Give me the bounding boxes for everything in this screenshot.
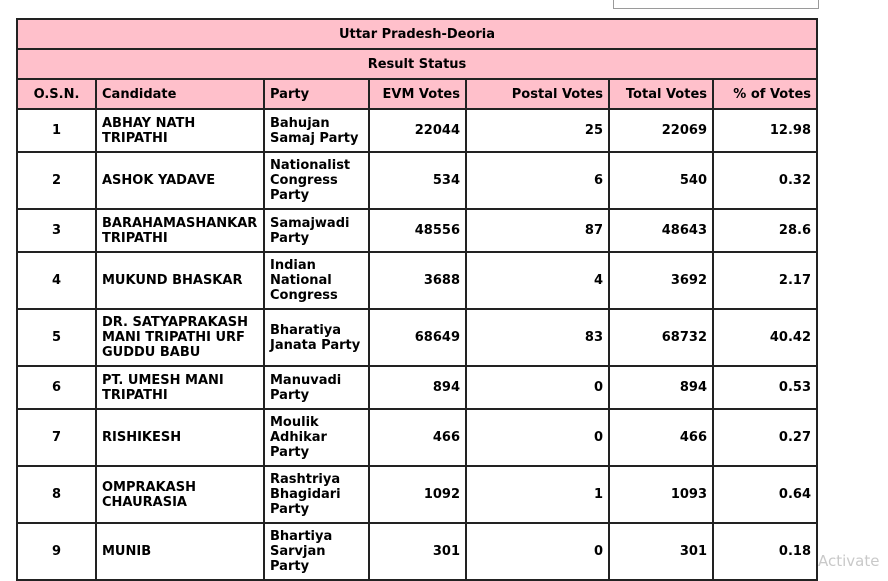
results-table xyxy=(16,18,818,581)
cell-postal-votes: 0 xyxy=(466,523,609,580)
cell-party: Rashtriya Bhagidari Party xyxy=(264,466,369,523)
cell-total-votes: 22069 xyxy=(609,109,713,152)
cell-osn: 9 xyxy=(17,523,96,580)
cell-postal-votes: 1 xyxy=(466,466,609,523)
title-row xyxy=(17,19,817,49)
result-status-title: Result Status xyxy=(17,49,817,79)
cell-postal-votes: 0 xyxy=(466,366,609,409)
table-row xyxy=(17,209,817,252)
cell-total-votes: 466 xyxy=(609,409,713,466)
table-row xyxy=(17,109,817,152)
cell-candidate: MUKUND BHASKAR xyxy=(96,252,264,309)
cell-percent-votes: 12.98 xyxy=(713,109,817,152)
cell-total-votes: 1093 xyxy=(609,466,713,523)
cell-osn: 3 xyxy=(17,209,96,252)
cell-postal-votes: 4 xyxy=(466,252,609,309)
cell-candidate: ASHOK YADAVE xyxy=(96,152,264,209)
cell-postal-votes: 25 xyxy=(466,109,609,152)
col-header-percent-votes: % of Votes xyxy=(713,79,817,109)
cell-osn: 2 xyxy=(17,152,96,209)
cell-percent-votes: 40.42 xyxy=(713,309,817,366)
cell-evm-votes: 466 xyxy=(369,409,466,466)
cell-party: Bahujan Samaj Party xyxy=(264,109,369,152)
cell-percent-votes: 28.6 xyxy=(713,209,817,252)
table-row xyxy=(17,252,817,309)
cell-total-votes: 301 xyxy=(609,523,713,580)
cell-percent-votes: 2.17 xyxy=(713,252,817,309)
col-header-party: Party xyxy=(264,79,369,109)
col-header-candidate: Candidate xyxy=(96,79,264,109)
cell-percent-votes: 0.18 xyxy=(713,523,817,580)
cell-total-votes: 68732 xyxy=(609,309,713,366)
cell-evm-votes: 68649 xyxy=(369,309,466,366)
cell-osn: 5 xyxy=(17,309,96,366)
cell-party: Moulik Adhikar Party xyxy=(264,409,369,466)
top-input-box xyxy=(613,0,819,9)
cell-osn: 6 xyxy=(17,366,96,409)
cell-total-votes: 3692 xyxy=(609,252,713,309)
cell-percent-votes: 0.64 xyxy=(713,466,817,523)
cell-candidate: ABHAY NATH TRIPATHI xyxy=(96,109,264,152)
cell-evm-votes: 301 xyxy=(369,523,466,580)
cell-osn: 4 xyxy=(17,252,96,309)
table-row xyxy=(17,152,817,209)
cell-postal-votes: 83 xyxy=(466,309,609,366)
cell-party: Indian National Congress xyxy=(264,252,369,309)
cell-postal-votes: 6 xyxy=(466,152,609,209)
cell-postal-votes: 0 xyxy=(466,409,609,466)
col-header-evm-votes: EVM Votes xyxy=(369,79,466,109)
cell-percent-votes: 0.53 xyxy=(713,366,817,409)
cell-percent-votes: 0.27 xyxy=(713,409,817,466)
cell-party: Samajwadi Party xyxy=(264,209,369,252)
cell-evm-votes: 1092 xyxy=(369,466,466,523)
cell-total-votes: 48643 xyxy=(609,209,713,252)
cell-postal-votes: 87 xyxy=(466,209,609,252)
cell-candidate: RISHIKESH xyxy=(96,409,264,466)
cell-osn: 8 xyxy=(17,466,96,523)
cell-evm-votes: 22044 xyxy=(369,109,466,152)
cell-total-votes: 540 xyxy=(609,152,713,209)
cell-total-votes: 894 xyxy=(609,366,713,409)
cell-evm-votes: 894 xyxy=(369,366,466,409)
table-row xyxy=(17,466,817,523)
cell-evm-votes: 48556 xyxy=(369,209,466,252)
cell-candidate: OMPRAKASH CHAURASIA xyxy=(96,466,264,523)
table-row xyxy=(17,309,817,366)
header-row xyxy=(17,79,817,109)
cell-candidate: MUNIB xyxy=(96,523,264,580)
cell-osn: 1 xyxy=(17,109,96,152)
activate-watermark: Activate xyxy=(818,552,880,570)
cell-party: Bhartiya Sarvjan Party xyxy=(264,523,369,580)
cell-osn: 7 xyxy=(17,409,96,466)
table-row xyxy=(17,409,817,466)
cell-percent-votes: 0.32 xyxy=(713,152,817,209)
constituency-title: Uttar Pradesh-Deoria xyxy=(17,19,817,49)
cell-evm-votes: 3688 xyxy=(369,252,466,309)
table-row xyxy=(17,366,817,409)
col-header-postal-votes: Postal Votes xyxy=(466,79,609,109)
cell-party: Manuvadi Party xyxy=(264,366,369,409)
table-row xyxy=(17,523,817,580)
col-header-total-votes: Total Votes xyxy=(609,79,713,109)
subtitle-row xyxy=(17,49,817,79)
cell-candidate: BARAHAMASHANKAR TRIPATHI xyxy=(96,209,264,252)
col-header-osn: O.S.N. xyxy=(17,79,96,109)
cell-candidate: PT. UMESH MANI TRIPATHI xyxy=(96,366,264,409)
cell-party: Bharatiya Janata Party xyxy=(264,309,369,366)
cell-party: Nationalist Congress Party xyxy=(264,152,369,209)
cell-evm-votes: 534 xyxy=(369,152,466,209)
cell-candidate: DR. SATYAPRAKASH MANI TRIPATHI URF GUDDU BABU xyxy=(96,309,264,366)
